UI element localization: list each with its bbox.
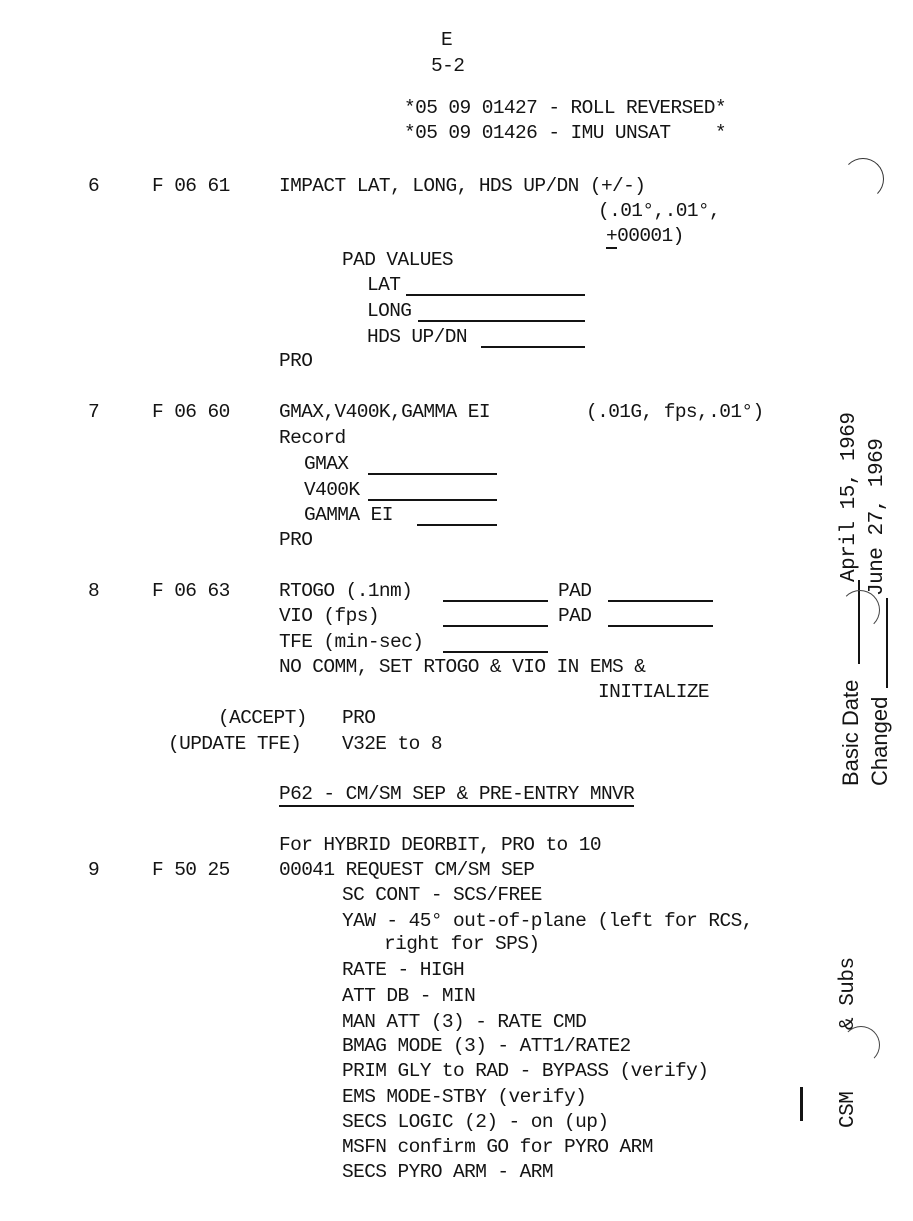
step-7-display: F 06 60 [152, 401, 230, 423]
gamma-ei-blank [417, 524, 497, 526]
step-6-units: (.01°,.01°, [598, 200, 721, 222]
step-9-item: EMS MODE-STBY (verify) [342, 1086, 587, 1108]
rtogo-pad-blank [608, 600, 713, 602]
vio-label: VIO (fps) [279, 605, 379, 627]
alarm-imu-unsat: *05 09 01426 - IMU UNSAT * [404, 122, 726, 144]
vio-pad-blank [608, 625, 713, 627]
changed-line [886, 598, 890, 688]
tfe-label: TFE (min-sec) [279, 631, 424, 653]
step-9-request: 00041 REQUEST CM/SM SEP [279, 859, 535, 881]
step-9-display: F 50 25 [152, 859, 230, 881]
step-9-item: ATT DB - MIN [342, 985, 476, 1007]
gmax-blank [368, 473, 497, 475]
section-letter: E [441, 29, 453, 51]
step-9-item: SC CONT - SCS/FREE [342, 884, 542, 906]
lat-field-label: LAT [367, 274, 401, 296]
step-9-item: right for SPS) [384, 933, 540, 955]
binder-hole-mark [842, 1026, 880, 1064]
step-6-number: 6 [88, 175, 100, 197]
step-7-number: 7 [88, 401, 100, 423]
rtogo-pad-label: PAD [558, 580, 592, 602]
document-id-subs: & Subs [837, 957, 860, 1030]
step-9-item: PRIM GLY to RAD - BYPASS (verify) [342, 1060, 709, 1082]
alarm-roll-reversed: *05 09 01427 - ROLL REVERSED* [404, 97, 726, 119]
step-9-item: SECS LOGIC (2) - on (up) [342, 1111, 609, 1133]
step-7-title: GMAX,V400K,GAMMA EI [279, 401, 490, 423]
gamma-ei-field-label: GAMMA EI [304, 504, 393, 526]
vio-blank [443, 625, 548, 627]
rtogo-blank [443, 600, 548, 602]
step-6-units-hds [606, 225, 684, 247]
plus-minus-sign: + [606, 225, 618, 247]
initialize-instruction: INITIALIZE [598, 681, 710, 703]
basic-date-label: Basic Date [838, 679, 863, 786]
step-9-number: 9 [88, 859, 100, 881]
step-9-item: MAN ATT (3) - RATE CMD [342, 1011, 587, 1033]
step-9-item: RATE - HIGH [342, 959, 465, 981]
binder-hole-mark [840, 590, 880, 630]
hybrid-deorbit-note: For HYBRID DEORBIT, PRO to 10 [279, 834, 601, 856]
update-tfe-label: (UPDATE TFE) [168, 733, 302, 755]
p62-heading: P62 - CM/SM SEP & PRE-ENTRY MNVR [279, 783, 635, 805]
step-7-units: (.01G, fps,.01°) [586, 401, 764, 423]
binder-hole-mark [842, 158, 884, 200]
change-bar [800, 1087, 803, 1121]
gmax-field-label: GMAX [304, 453, 349, 475]
vio-pad-label: PAD [558, 605, 592, 627]
accept-action: PRO [342, 707, 376, 729]
rtogo-label: RTOGO (.1nm) [279, 580, 413, 602]
record-label: Record [279, 427, 346, 449]
lat-blank [406, 294, 585, 296]
step-8-display: F 06 63 [152, 580, 230, 602]
tfe-blank [443, 651, 548, 653]
pad-values-label: PAD VALUES [342, 249, 454, 271]
step-6-title: IMPACT LAT, LONG, HDS UP/DN (+/-) [279, 175, 646, 197]
hds-field-label: HDS UP/DN [367, 326, 467, 348]
step-9-item: MSFN confirm GO for PYRO ARM [342, 1136, 653, 1158]
step-6-display: F 06 61 [152, 175, 230, 197]
v400k-field-label: V400K [304, 479, 360, 501]
update-tfe-action: V32E to 8 [342, 733, 442, 755]
step-9-item: YAW - 45° out-of-plane (left for RCS, [342, 910, 753, 932]
hds-units: 00001) [617, 225, 684, 247]
changed-label: Changed [867, 696, 892, 786]
long-field-label: LONG [367, 300, 412, 322]
basic-date-value: April 15, 1969 [838, 412, 861, 582]
step-9-item: BMAG MODE (3) - ATT1/RATE2 [342, 1035, 631, 1057]
hds-blank [481, 346, 585, 348]
v400k-blank [368, 499, 497, 501]
step-6-pro: PRO [279, 350, 313, 372]
step-9-item: SECS PYRO ARM - ARM [342, 1161, 553, 1183]
document-id: CSM [837, 1091, 860, 1128]
no-comm-instruction: NO COMM, SET RTOGO & VIO IN EMS & [279, 656, 646, 678]
long-blank [418, 320, 585, 322]
step-7-pro: PRO [279, 529, 313, 551]
step-8-number: 8 [88, 580, 100, 602]
accept-label: (ACCEPT) [218, 707, 307, 729]
page-number: 5-2 [431, 55, 465, 77]
changed-value: June 27, 1969 [866, 438, 889, 596]
